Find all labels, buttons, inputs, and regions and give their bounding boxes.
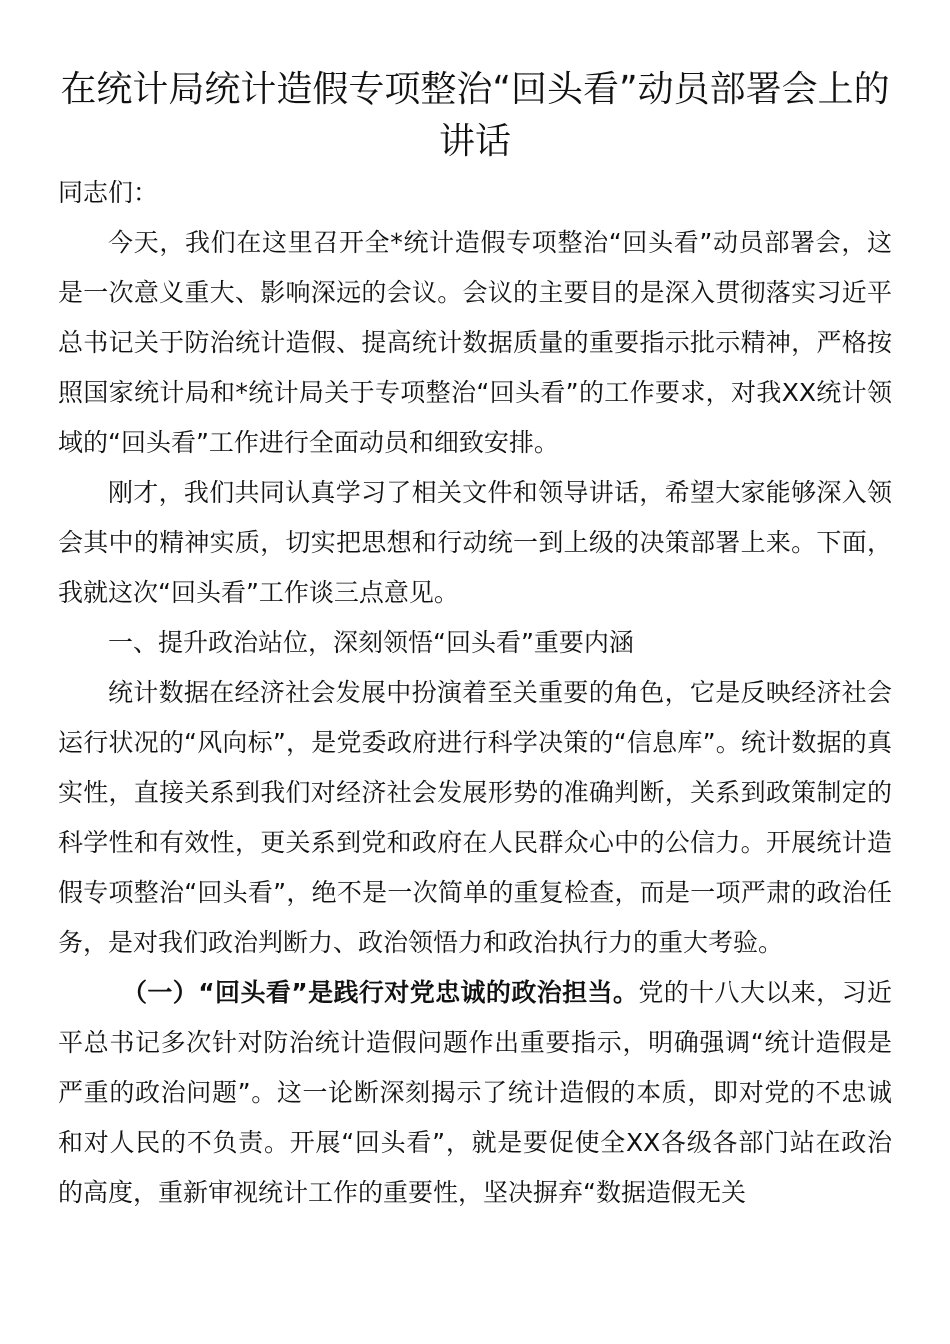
page-title: 在统计局统计造假专项整治“回头看”动员部署会上的讲话: [60, 69, 890, 162]
subsection-paragraph-1: [58, 968, 892, 1218]
subsection-heading-1: （一）“回头看”是践行对党忠诚的政治担当。: [122, 978, 639, 1007]
paragraph-opening: 今天，我们在这里召开全*统计造假专项整治“回头看”动员部署会，这是一次意义重大、影响深远的会议。会议的主要目的是深入贯彻落实习近平总书记关于防治统计造假、提高统计数据质量的重要指示批示精神，严格按照国家统计局和*统计局关于专项整治“回头看”的工作要求，对我XX统计领域的“回头看”工作进行全面动员和细致安排。: [58, 228, 892, 457]
section-heading-1: 一、提升政治站位，深刻领悟“回头看”重要内涵: [108, 628, 634, 657]
document-body: [58, 168, 892, 1218]
paragraph-section-1: 统计数据在经济社会发展中扮演着至关重要的角色，它是反映经济社会运行状况的“风向标”，是党委政府进行科学决策的“信息库”。统计数据的真实性，直接关系到我们对经济社会发展形势的准确判断，关系到政策制定的科学性和有效性，更关系到党和政府在人民群众心中的公信力。开展统计造假专项整治“回头看”，绝不是一次简单的重复检查，而是一项严肃的政治任务，是对我们政治判断力、政治领悟力和政治执行力的重大考验。: [58, 678, 892, 957]
salutation: 同志们：: [58, 178, 159, 207]
subsection-text-1: 党的十八大以来，习近平总书记多次针对防治统计造假问题作出重要指示，明确强调“统计造假是严重的政治问题”。这一论断深刻揭示了统计造假的本质，即对党的不忠诚和对人民的不负责。开展“回头看”，就是要促使全XX各级各部门站在政治的高度，重新审视统计工作的重要性，坚决摒弃“数据造假无关: [58, 978, 892, 1207]
paragraph-intro: 刚才，我们共同认真学习了相关文件和领导讲话，希望大家能够深入领会其中的精神实质，切实把思想和行动统一到上级的决策部署上来。下面，我就这次“回头看”工作谈三点意见。: [58, 478, 892, 607]
